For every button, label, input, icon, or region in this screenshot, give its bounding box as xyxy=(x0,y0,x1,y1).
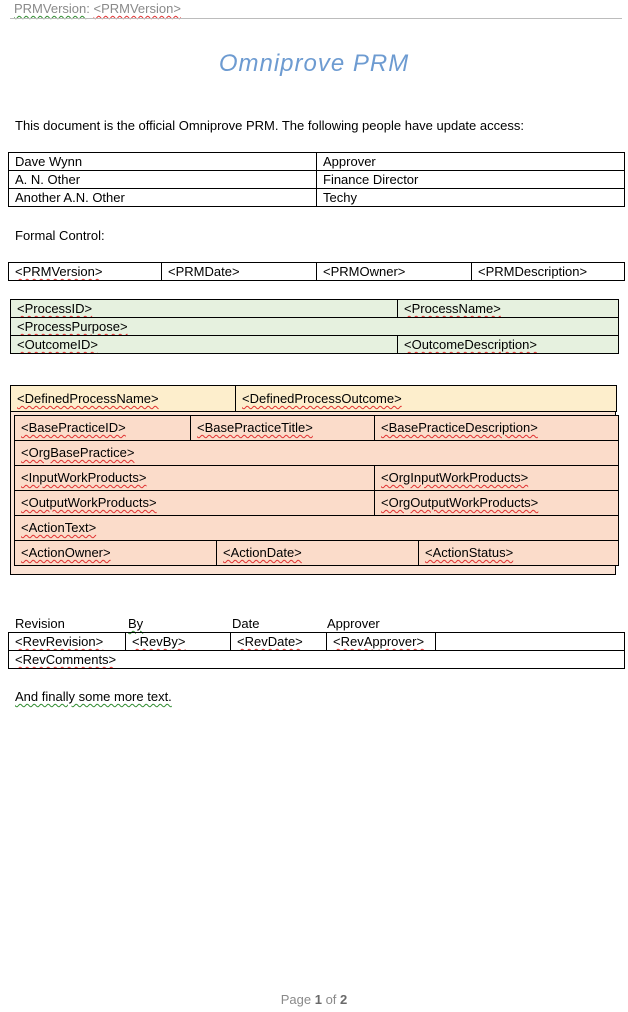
by-header: By xyxy=(128,616,144,631)
base-practice-id-field[interactable]: <BasePracticeID> xyxy=(15,416,191,441)
org-input-work-products-field[interactable]: <OrgInputWorkProducts> xyxy=(375,466,619,491)
input-work-products-field[interactable]: <InputWorkProducts> xyxy=(15,466,375,491)
rev-comments-field[interactable]: <RevComments> xyxy=(9,651,625,669)
footer-current-page: 1 xyxy=(314,992,322,1007)
field-text: <PRMDate> xyxy=(168,264,240,279)
base-practice-description-field[interactable]: <BasePracticeDescription> xyxy=(375,416,619,441)
outcome-description-field[interactable]: <OutcomeDescription> xyxy=(398,336,619,354)
rev-by-field[interactable]: <RevBy> xyxy=(126,633,231,651)
table-row xyxy=(15,466,619,491)
output-work-products-field[interactable]: <OutputWorkProducts> xyxy=(15,491,375,516)
table-row xyxy=(11,300,619,318)
field-text: <PRMDescription> xyxy=(478,264,588,279)
page-footer xyxy=(0,992,628,1007)
table-row xyxy=(15,516,619,541)
defined-process-outcome-field[interactable]: <DefinedProcessOutcome> xyxy=(236,386,617,412)
access-name[interactable]: Dave Wynn xyxy=(9,153,317,171)
table-row xyxy=(11,336,619,354)
formal-control-label: Formal Control: xyxy=(15,228,105,243)
base-practice-title-field[interactable]: <BasePracticeTitle> xyxy=(191,416,375,441)
footer-of: of xyxy=(325,992,337,1007)
header-separator: : xyxy=(86,1,90,16)
rev-extra-field[interactable] xyxy=(436,633,625,651)
document-title: Omniprove PRM xyxy=(218,50,410,77)
header-divider xyxy=(10,18,622,19)
table-row xyxy=(11,318,619,336)
access-role[interactable]: Finance Director xyxy=(317,171,625,189)
table-row xyxy=(11,386,617,412)
action-date-field[interactable]: <ActionDate> xyxy=(217,541,419,566)
process-name-field[interactable]: <ProcessName> xyxy=(398,300,619,318)
footer-prefix: Page xyxy=(280,992,312,1007)
table-row xyxy=(15,491,619,516)
org-base-practice-field[interactable]: <OrgBasePractice> xyxy=(15,441,619,466)
intro-paragraph: This document is the official Omniprove PRM. The following people have update access: xyxy=(15,118,524,133)
access-role[interactable]: Approver xyxy=(317,153,625,171)
rev-revision-field[interactable]: <RevRevision> xyxy=(9,633,126,651)
field-text: <PRMVersion> xyxy=(15,264,103,279)
header-label: PRMVersion xyxy=(14,1,87,16)
action-text-field[interactable]: <ActionText> xyxy=(15,516,619,541)
table-row xyxy=(9,153,625,171)
defined-process-name-field[interactable]: <DefinedProcessName> xyxy=(11,386,236,412)
header-field[interactable]: <PRMVersion> xyxy=(93,1,181,16)
prm-description-field[interactable] xyxy=(472,263,625,281)
formal-control-table xyxy=(8,262,625,281)
revision-table xyxy=(8,632,625,669)
action-status-field[interactable]: <ActionStatus> xyxy=(419,541,619,566)
prm-version-field[interactable] xyxy=(9,263,162,281)
process-id-field[interactable]: <ProcessID> xyxy=(11,300,398,318)
footer-total-pages: 2 xyxy=(340,992,348,1007)
revision-header: Revision xyxy=(15,616,65,631)
access-name[interactable]: Another A.N. Other xyxy=(9,189,317,207)
table-row xyxy=(15,441,619,466)
prm-owner-field[interactable] xyxy=(317,263,472,281)
rev-approver-field[interactable]: <RevApprover> xyxy=(327,633,436,651)
table-row xyxy=(15,541,619,566)
access-role[interactable]: Techy xyxy=(317,189,625,207)
org-output-work-products-field[interactable]: <OrgOutputWorkProducts> xyxy=(375,491,619,516)
table-row xyxy=(9,189,625,207)
table-row xyxy=(9,171,625,189)
field-text: <PRMOwner> xyxy=(323,264,406,279)
document-header xyxy=(14,1,181,16)
outcome-id-field[interactable]: <OutcomeID> xyxy=(11,336,398,354)
action-owner-field[interactable]: <ActionOwner> xyxy=(15,541,217,566)
prm-date-field[interactable] xyxy=(162,263,317,281)
closing-paragraph: And finally some more text. xyxy=(15,689,172,704)
access-name[interactable]: A. N. Other xyxy=(9,171,317,189)
approver-header: Approver xyxy=(327,616,380,631)
rev-date-field[interactable]: <RevDate> xyxy=(231,633,327,651)
access-table xyxy=(8,152,625,207)
table-row xyxy=(9,263,625,281)
table-row xyxy=(9,651,625,669)
date-header: Date xyxy=(232,616,260,631)
base-practice-table xyxy=(14,415,619,566)
table-row xyxy=(9,633,625,651)
table-row xyxy=(15,416,619,441)
process-purpose-field[interactable]: <ProcessPurpose> xyxy=(11,318,619,336)
defined-process-header xyxy=(10,385,617,412)
process-table xyxy=(10,299,619,354)
